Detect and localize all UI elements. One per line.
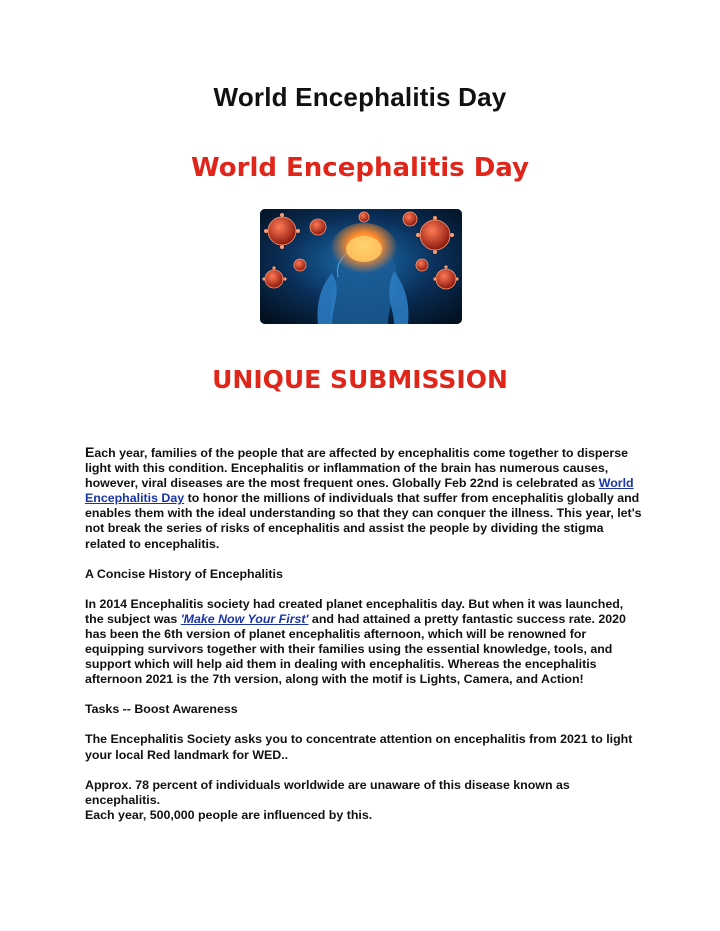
tasks-heading: Tasks -- Boost Awareness — [85, 702, 238, 717]
page-title: World Encephalitis Day — [213, 82, 507, 112]
world-encephalitis-day-link[interactable]: World Encephalitis Day — [85, 476, 634, 506]
history-heading: A Concise History of Encephalitis — [85, 566, 283, 581]
intro-first-letter: E — [85, 444, 95, 460]
banner-subheading: UNIQUE SUBMISSION — [212, 365, 508, 394]
make-now-your-first-link[interactable]: 'Make Now Your First' — [180, 611, 309, 626]
intro-text-part1: ach year, families of the people that are affected by encephalitis come together to disperse light with this condition. Encephalitis or inflammation of the brain has numerous causes, however, viral diseases are the most frequent ones. Globally Feb 22nd is celebrated as — [85, 446, 628, 491]
history-text-part1: In 2014 Encephalitis society had created planet encephalitis day. But when it was launched, the subject was — [85, 596, 624, 626]
banner-graphic — [160, 145, 560, 400]
intro-paragraph — [85, 445, 645, 552]
tasks-paragraph: The Encephalitis Society asks you to concentrate attention on encephalitis from 2021 to light your local Red landmark for WED.. — [85, 732, 633, 762]
banner-heading: World Encephalitis Day — [191, 153, 529, 183]
stats-line-2: Each year, 500,000 people are influenced by this. — [85, 807, 373, 822]
article-body — [85, 445, 645, 823]
stats-line-1: Approx. 78 percent of individuals worldwide are unaware of this disease known as encephalitis. — [85, 777, 570, 807]
intro-text-part2: to honor the millions of individuals that suffer from encephalitis globally and enables them with the ideal understanding so that they can conquer the illness. This year, let's not break the series of risks of encephalitis and assist the people by dividing the stigma related to encephalitis. — [85, 491, 642, 551]
history-paragraph — [85, 597, 645, 688]
history-text-part2: and had attained a pretty fantastic success rate. 2020 has been the 6th version of planet encephalitis afternoon, which will be renowned for equipping survivors together with their families using the essential knowledge, tools, and support which will help aid them in dealing with encephalitis. Whereas the encephalitis afternoon 2021 is the 7th version, along with the motif is Lights, Camera, and Action! — [85, 611, 626, 687]
brain-virus-illustration-icon — [260, 209, 462, 324]
